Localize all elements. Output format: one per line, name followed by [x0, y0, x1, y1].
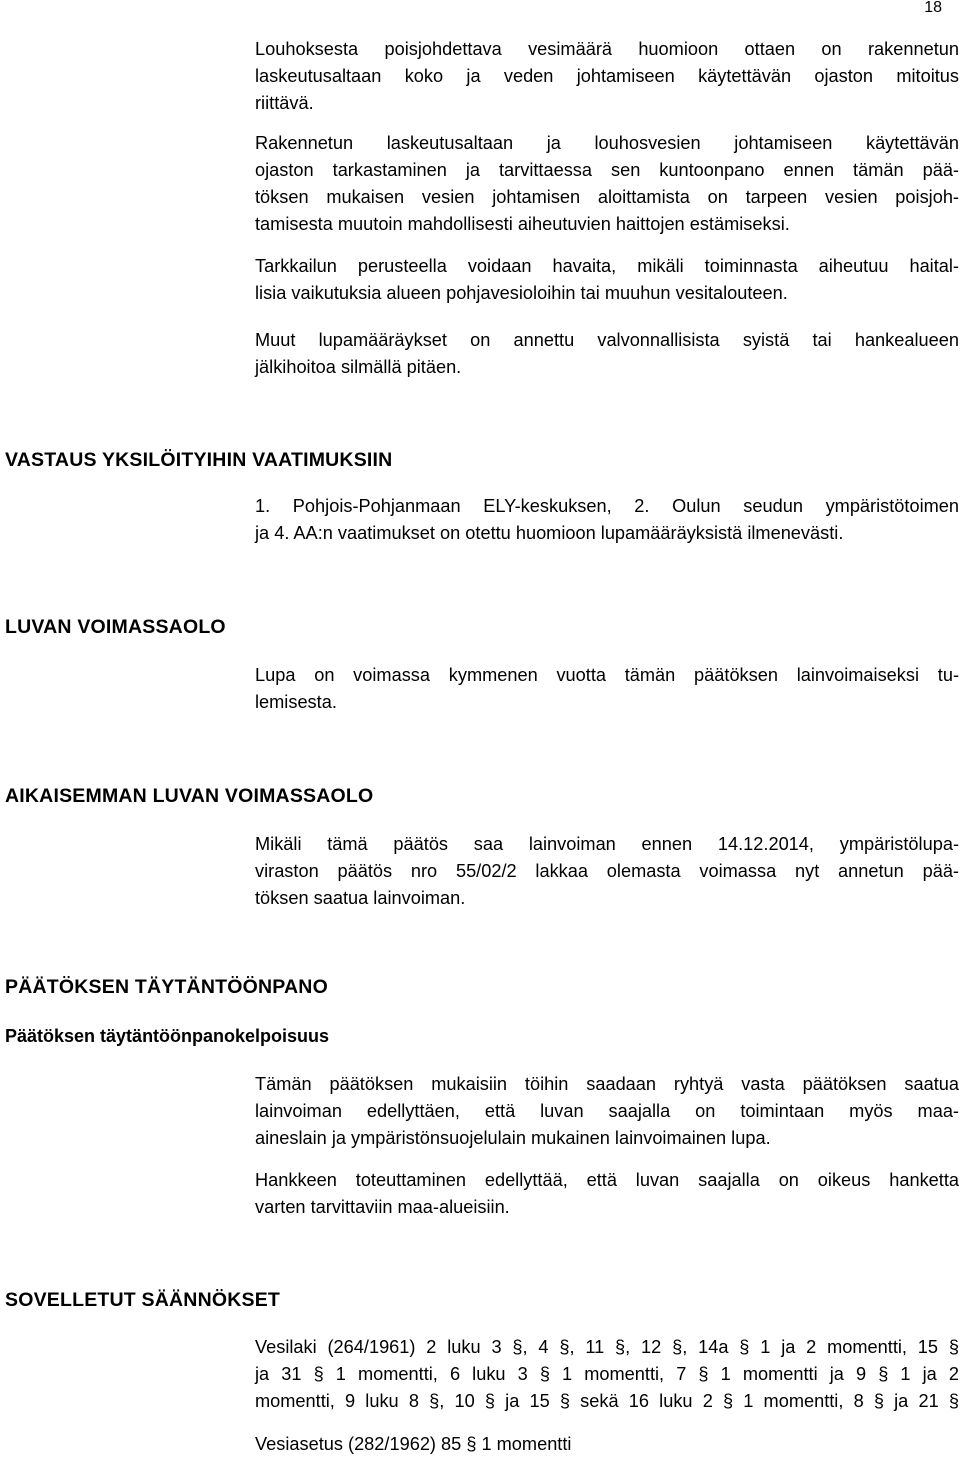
- text-line: ojaston tarkastaminen ja tarvittaessa sen kuntoonpano ennen tämän pää-: [255, 160, 959, 180]
- text-line: jälkihoitoa silmällä pitäen.: [255, 357, 462, 377]
- text-line: lainvoiman edellyttäen, että luvan saajalla on toimintaan myös maa-: [255, 1101, 959, 1121]
- heading-previous-permit-validity: AIKAISEMMAN LUVAN VOIMASSAOLO: [5, 785, 374, 807]
- text-line: Muut lupamääräykset on annettu valvonnallisista syistä tai hankealueen: [255, 330, 959, 350]
- text-line: ja 31 § 1 momentti, 6 luku 3 § 1 momentti, 7 § 1 momentti ja 9 § 1 ja 2: [255, 1364, 959, 1384]
- paragraph-permit-validity: [255, 662, 959, 716]
- text-line: Hankkeen toteuttaminen edellyttää, että luvan saajalla on oikeus hanketta: [255, 1170, 959, 1190]
- paragraph-inspection: [255, 130, 959, 238]
- text-line: tamisesta muutoin mahdollisesti aiheutuvien haittojen estämiseksi.: [255, 214, 790, 234]
- paragraph-claims: [255, 493, 959, 547]
- heading-responses-to-claims: VASTAUS YKSILÖITYIHIN VAATIMUKSIIN: [5, 449, 393, 471]
- paragraph-monitoring: [255, 253, 959, 307]
- text-line: aineslain ja ympäristönsuojelulain mukainen lainvoimainen lupa.: [255, 1128, 771, 1148]
- page-number: 18: [924, 0, 942, 16]
- paragraph-land-rights: [255, 1167, 959, 1221]
- paragraph-previous-permit: [255, 831, 959, 912]
- subheading-enforceability: Päätöksen täytäntöönpanokelpoisuus: [5, 1026, 330, 1046]
- text-line: lisia vaikutuksia alueen pohjavesioloihin tai muuhun vesitalouteen.: [255, 283, 788, 303]
- paragraph-other-provisions: [255, 327, 959, 381]
- text-line: töksen mukaisen vesien johtamisen aloittamista on tarpeen vesien poisjoh-: [255, 187, 959, 207]
- text-line: Vesiasetus (282/1962) 85 § 1 momentti: [255, 1434, 572, 1454]
- text-line: riittävä.: [255, 93, 314, 113]
- heading-applied-provisions: SOVELLETUT SÄÄNNÖKSET: [5, 1289, 281, 1311]
- text-line: töksen saatua lainvoiman.: [255, 888, 466, 908]
- text-line: Vesilaki (264/1961) 2 luku 3 §, 4 §, 11 §, 12 §, 14a § 1 ja 2 momentti, 15 §: [255, 1337, 959, 1357]
- text-line: ja 4. AA:n vaatimukset on otettu huomioon lupamääräyksistä ilmenevästi.: [255, 523, 844, 543]
- text-line: Tämän päätöksen mukaisiin töihin saadaan ryhtyä vasta päätöksen saatua: [255, 1074, 959, 1094]
- paragraph-water-act: [255, 1334, 959, 1415]
- text-line: Louhoksesta poisjohdettava vesimäärä huomioon ottaen on rakennetun: [255, 39, 959, 59]
- paragraph-runoff-capacity: [255, 36, 959, 117]
- paragraph-water-decree: [255, 1431, 959, 1458]
- text-line: lemisesta.: [255, 692, 337, 712]
- text-line: Rakennetun laskeutusaltaan ja louhosvesien johtamiseen käytettävän: [255, 133, 959, 153]
- text-line: Mikäli tämä päätös saa lainvoiman ennen 14.12.2014, ympäristölupa-: [255, 834, 959, 854]
- text-line: varten tarvittaviin maa-alueisiin.: [255, 1197, 510, 1217]
- text-line: 1. Pohjois-Pohjanmaan ELY-keskuksen, 2. Oulun seudun ympäristötoimen: [255, 496, 959, 516]
- text-line: momentti, 9 luku 8 §, 10 § ja 15 § sekä 16 luku 2 § 1 momentti, 8 § ja 21 §: [255, 1391, 959, 1411]
- text-line: Lupa on voimassa kymmenen vuotta tämän päätöksen lainvoimaiseksi tu-: [255, 665, 959, 685]
- text-line: viraston päätös nro 55/02/2 lakkaa olemasta voimassa nyt annetun pää-: [255, 861, 959, 881]
- heading-permit-validity: LUVAN VOIMASSAOLO: [5, 616, 226, 638]
- text-line: Tarkkailun perusteella voidaan havaita, mikäli toiminnasta aiheutuu haital-: [255, 256, 959, 276]
- paragraph-enforceability: [255, 1071, 959, 1152]
- text-line: laskeutusaltaan koko ja veden johtamiseen käytettävän ojaston mitoitus: [255, 66, 959, 86]
- heading-enforcement: PÄÄTÖKSEN TÄYTÄNTÖÖNPANO: [5, 976, 328, 998]
